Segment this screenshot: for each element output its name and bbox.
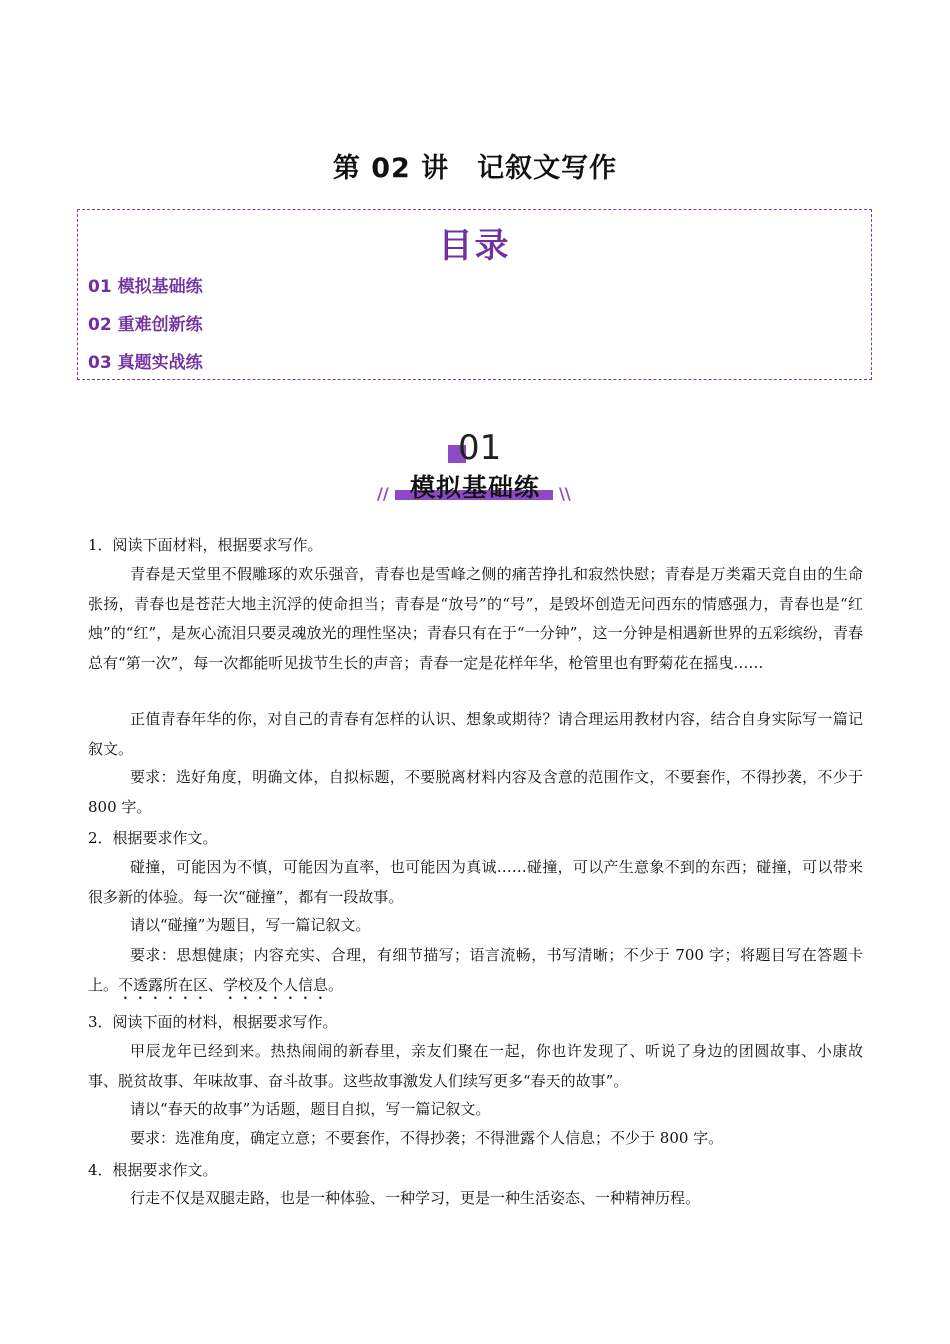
badge-right-slash-icon: \\ [559,484,571,503]
question-2-prompt: 2．根据要求作文。 [88,829,218,847]
question-2-material: 碰撞，可能因为不慎，可能因为直率，也可能因为真诚……碰撞，可以产生意象不到的东西；碰撞，可以带来很多新的体验。每一次“碰撞”，都有一段故事。 [88,858,863,906]
question-2-requirement-main: 要求：思想健康；内容充实、合理，有细节描写；语言流畅，书写清晰；不少于 700 字；将题目写在答题卡上。 [88,946,863,994]
question-4-material: 行走不仅是双腿走路，也是一种体验、一种学习，更是一种生活姿态、一种精神历程。 [130,1189,701,1207]
toc-item-real-exam[interactable]: 03 真题实战练 [88,353,203,373]
question-2-requirement [88,941,863,1003]
toc-heading: 目录 [438,226,511,266]
badge-left-slash-icon: // [377,484,389,503]
question-1-material: 青春是天堂里不假雕琢的欢乐强音，青春也是雪峰之侧的痛苦挣扎和寂然快慰；青春是万类霜天竞自由的生命张扬，青春也是苍茫大地主沉浮的使命担当；青春是“放号”的“号”，是毁坏创造无问西东的情感强力，青春也是“红烛”的“红”，是灰心流泪只要灵魂放光的理性坚决；青春只有在于“一分钟”，这一分钟是相遇新世界的五彩缤纷，青春总有“第一次”，每一次都能听见拔节生长的声音；青春一定是花样年华，枪管里也有野菊花在摇曳…… [88,565,863,672]
question-2-requirement-emphasis: 不透露所在区、学校及个人信息 [118,975,329,994]
question-3-requirement: 要求：选准角度，确定立意；不要套作，不得抄袭；不得泄露个人信息；不少于 800 字。 [130,1129,724,1147]
section-badge [375,428,575,508]
question-1-prompt: 1．阅读下面材料，根据要求写作。 [88,536,323,554]
section-label: 模拟基础练 [409,473,540,502]
question-1-requirement: 要求：选好角度，明确文体，自拟标题，不要脱离材料内容及含意的范围作文，不要套作，不得抄袭，不少于 800 字。 [88,768,863,816]
question-3-task: 请以“春天的故事”为话题，题目自拟，写一篇记叙文。 [130,1100,491,1118]
table-of-contents [77,209,872,380]
toc-item-basic[interactable]: 01 模拟基础练 [88,277,203,297]
question-2-task: 请以“碰撞”为题目，写一篇记叙文。 [130,916,371,934]
toc-item-advanced[interactable]: 02 重难创新练 [88,315,203,335]
question-1-task: 正值青春年华的你，对自己的青春有怎样的认识、想象或期待？请合理运用教材内容，结合自身实际写一篇记叙文。 [88,710,863,758]
page-title: 第 02 讲 记叙文写作 [332,153,618,184]
question-3-material: 甲辰龙年已经到来。热热闹闹的新春里，亲友们聚在一起，你也许发现了、听说了身边的团圆故事、小康故事、脱贫故事、年味故事、奋斗故事。这些故事激发人们续写更多“春天的故事”。 [88,1042,863,1090]
question-4-prompt: 4．根据要求作文。 [88,1161,218,1179]
question-2-requirement-end: 。 [328,975,344,994]
question-3-prompt: 3．阅读下面的材料，根据要求写作。 [88,1013,338,1031]
section-number: 01 [458,428,502,468]
